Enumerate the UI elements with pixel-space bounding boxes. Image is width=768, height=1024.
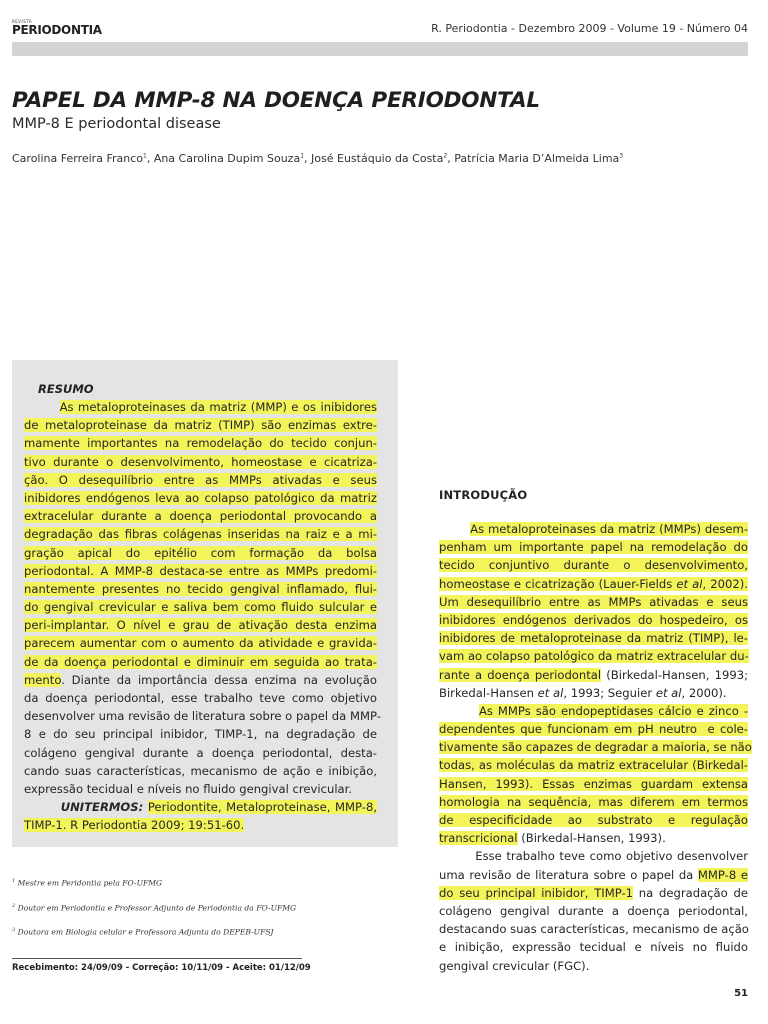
highlighted-text: degradação das fibras colágenas inseridas na raiz e a mi- <box>24 527 377 542</box>
text-segment: , 2000). <box>681 685 727 700</box>
text-line <box>24 525 377 543</box>
highlighted-text: de metaloproteinase da matriz (TIMP) são enzimas extre- <box>24 418 377 433</box>
text-segment: destacando suas características, mecanismo de ação <box>439 922 749 937</box>
text-segment: expressão tecidual e níveis no fluido gengival crevicular. <box>24 781 353 796</box>
article-title: PAPEL DA MMP-8 NA DOENÇA PERIODONTAL <box>12 88 540 113</box>
author-affiliation-mark: 2 <box>443 152 448 160</box>
text-line <box>24 725 377 743</box>
footnote <box>12 927 312 937</box>
text-segment: da doença periodontal, esse trabalho teve como objetivo <box>24 691 377 705</box>
footnote-mark: 3 <box>12 927 16 934</box>
highlighted-text: MMP-8 e <box>697 867 748 882</box>
text-segment: et al <box>655 685 682 700</box>
text-segment: , 1993; Seguier <box>563 685 656 700</box>
author-affiliation-mark: 1 <box>300 152 305 160</box>
text-segment: (Birkedal-Hansen, 1993; <box>601 667 748 682</box>
text-line <box>24 453 377 471</box>
highlighted-text: Hansen, 1993). Essas enzimas guardam extensa <box>439 776 748 791</box>
highlighted-text: ção. O desequilíbrio entre as MMPs ativadas e seus <box>24 472 377 487</box>
text-segment: colágeno gengival durante a doença periodontal, <box>439 903 748 918</box>
text-line <box>439 611 748 629</box>
highlighted-text: penham um importante papel na remodelação do <box>439 540 748 555</box>
text-line <box>439 866 748 884</box>
text-line <box>439 520 748 538</box>
text-segment: colágeno gengival durante a doença periodontal, desta- <box>24 745 377 760</box>
article-subtitle: MMP-8 E periodontal disease <box>12 116 221 132</box>
highlighted-text: do gengival crevicular e saliva bem como fluido sulcular e <box>24 600 377 615</box>
text-segment <box>439 704 479 718</box>
highlighted-text: transcricional <box>439 831 518 846</box>
highlighted-text: do seu principal inibidor, TIMP-1 <box>439 885 634 900</box>
header-gray-band <box>12 42 748 56</box>
highlighted-text: tivo durante o desenvolvimento, homeostase e cicatriza- <box>24 454 377 469</box>
highlighted-text: peri-implantar. O nível e grau de ativação desta enzima <box>24 618 377 633</box>
author-name: José Eustáquio da Costa <box>311 152 444 165</box>
text-line <box>439 829 748 847</box>
text-line <box>24 416 377 434</box>
highlighted-text: de da doença periodontal e diminuir em seguida ao trata- <box>24 654 377 669</box>
journal-logo-small: REVISTA <box>12 19 33 24</box>
highlighted-text: rante a doença periodontal <box>439 667 602 682</box>
text-line <box>24 598 377 616</box>
highlighted-text: et al <box>676 576 703 591</box>
text-segment: uma revisão de literatura sobre o papel da <box>439 867 698 882</box>
text-line <box>439 902 748 920</box>
highlighted-text: Periodontite, Metaloproteinase, MMP-8, <box>147 800 378 815</box>
text-segment: Esse trabalho teve como objetivo desenvolver <box>439 849 748 864</box>
highlighted-text: As MMPs são endopeptidases cálcio e zinco - <box>478 703 749 718</box>
text-line <box>439 756 748 774</box>
highlighted-text: extracelular durante a doença periodontal provocando a <box>24 509 377 524</box>
highlighted-text: dependentes que funcionam em pH neutro e cole- <box>439 722 748 737</box>
highlighted-text: tivamente são capazes de degradar a maioria, se não <box>439 740 752 755</box>
highlighted-text: homologia na sequência, mas diferem em termos <box>439 794 748 809</box>
footnote <box>12 903 312 913</box>
text-line <box>439 575 748 593</box>
highlighted-text: inibidores de metaloproteinase da matriz (TIMP), le- <box>439 631 748 646</box>
text-line <box>439 775 748 793</box>
author-name: Carolina Ferreira Franco <box>12 152 143 165</box>
text-line <box>439 920 748 938</box>
highlighted-text: Um desequilíbrio entre as MMPs ativadas e seus <box>439 594 748 609</box>
footnote-text: Mestre em Peridontia pela FO-UFMG <box>15 878 163 888</box>
text-segment: gengival crevicular (FGC). <box>439 958 590 973</box>
text-line <box>24 562 377 580</box>
text-line <box>24 507 377 525</box>
introduction-heading: INTRODUÇÃO <box>439 488 528 502</box>
page-number: 51 <box>734 988 748 999</box>
text-line <box>24 489 377 507</box>
introduction-text <box>439 520 752 975</box>
text-line <box>439 957 748 975</box>
text-segment: desenvolver uma revisão de literatura sobre o papel da MMP- <box>24 709 381 724</box>
highlighted-text: periodontal. A MMP-8 destaca-se entre as MMPs predomi- <box>24 563 377 578</box>
text-line <box>439 666 748 684</box>
abstract-heading: RESUMO <box>38 382 94 396</box>
author-affiliation-mark: 3 <box>619 152 624 160</box>
footnote-mark: 1 <box>12 878 16 884</box>
highlighted-text: tecido conjuntivo durante o desenvolvimento, <box>439 558 748 573</box>
text-segment: 8 e do seu principal inibidor, TIMP-1, na degradação de <box>24 727 377 742</box>
footnote-mark: 2 <box>12 902 16 909</box>
text-line <box>24 634 377 652</box>
text-line <box>439 593 748 611</box>
highlighted-text: gração apical do epitélio com formação da bolsa <box>24 545 377 560</box>
journal-logo-name: PERIODONTIA <box>12 23 102 37</box>
text-line <box>24 816 377 834</box>
text-line <box>439 647 748 665</box>
text-line <box>24 616 377 634</box>
text-line <box>439 556 748 574</box>
text-line <box>439 811 748 829</box>
text-line <box>439 884 748 902</box>
highlighted-text: mamente importantes na remodelação do tecido conjun- <box>24 436 377 451</box>
text-line <box>24 744 377 762</box>
author-name: Patrícia Maria D’Almeida Lima <box>454 152 620 165</box>
text-segment: e inibição, expressão tecidual e níveis no fluido <box>439 940 748 955</box>
highlighted-text: nantemente presentes no tecido gengival inflamado, flui- <box>24 581 377 596</box>
text-segment: cando suas características, mecanismo de ação e inibição, <box>24 763 377 778</box>
footnote <box>12 878 312 888</box>
text-line <box>439 538 748 556</box>
highlighted-text: As metaloproteinases da matriz (MMP) e os inibidores <box>59 400 377 414</box>
text-line <box>24 544 377 562</box>
text-segment <box>439 522 470 536</box>
received-dates: Recebimento: 24/09/09 - Correção: 10/11/09 - Aceite: 01/12/09 <box>12 963 311 973</box>
highlighted-text: de especificidade ao substrato e regulação <box>439 813 748 827</box>
text-segment <box>24 400 60 414</box>
highlighted-text: As metaloproteinases da matriz (MMPs) desem- <box>470 522 748 536</box>
footnote-text: Doutora em Biologia celular e Professora Adjunta do DEPEB-UFSJ <box>15 927 274 937</box>
highlighted-text: , 2002). <box>702 576 748 591</box>
journal-logo <box>12 20 112 37</box>
keywords-label: UNITERMOS: <box>60 800 144 815</box>
text-segment: . Diante da importância dessa enzima na evolução <box>61 672 377 687</box>
text-line <box>439 738 752 756</box>
highlighted-text: homeostase e cicatrização (Lauer-Fields <box>439 576 677 591</box>
highlighted-text: inibidores endógenos leva ao colapso patológico da matriz <box>24 490 377 505</box>
text-line <box>24 653 377 671</box>
text-segment <box>24 800 61 814</box>
author-affiliation-mark: 1 <box>142 152 147 160</box>
highlighted-text: todas, as moléculas da matriz extracelular (Birkedal- <box>439 758 748 773</box>
text-line <box>24 434 377 452</box>
text-line <box>24 580 377 598</box>
text-line <box>24 762 377 780</box>
highlighted-text: vam ao colapso patológico da matriz extracelular du- <box>439 649 749 664</box>
text-segment: Birkedal-Hansen <box>439 685 538 700</box>
author-list: Carolina Ferreira Franco$^1$, Ana Carolina Dupim Souza$^1$, José Eustáquio da Costa$^2$, Patrícia Maria D’Almeida Lima$^3$ <box>12 152 624 165</box>
text-line <box>24 398 377 416</box>
text-line <box>439 793 748 811</box>
text-line <box>439 847 748 865</box>
text-line <box>439 938 748 956</box>
text-line <box>439 702 748 720</box>
text-line <box>24 798 377 816</box>
text-line <box>439 629 748 647</box>
footnote-text: Doutor em Periodontia e Professor Adjunto de Periodontia da FO-UFMG <box>15 903 297 913</box>
text-segment: na degradação de <box>633 885 748 900</box>
text-line <box>24 671 377 689</box>
text-segment: (Birkedal-Hansen, 1993). <box>517 831 666 846</box>
text-line <box>24 780 377 798</box>
footnotes <box>12 878 312 952</box>
text-line <box>24 689 377 707</box>
footnote-divider <box>12 958 302 959</box>
highlighted-text: parecem aumentar com o aumento da atividade e gravida- <box>24 636 377 651</box>
text-line <box>24 707 381 725</box>
highlighted-text: inibidores endógenos derivados do hospedeiro, os <box>439 612 748 627</box>
highlighted-text: mento <box>24 672 62 687</box>
author-name: Ana Carolina Dupim Souza <box>153 152 301 165</box>
running-head: R. Periodontia - Dezembro 2009 - Volume 19 - Número 04 <box>431 22 748 35</box>
text-line <box>439 720 748 738</box>
text-line <box>439 684 748 702</box>
text-line <box>24 471 377 489</box>
highlighted-text: TIMP-1. R Periodontia 2009; 19:51-60. <box>24 818 245 833</box>
text-segment: et al <box>537 685 564 700</box>
abstract-text <box>24 398 381 835</box>
